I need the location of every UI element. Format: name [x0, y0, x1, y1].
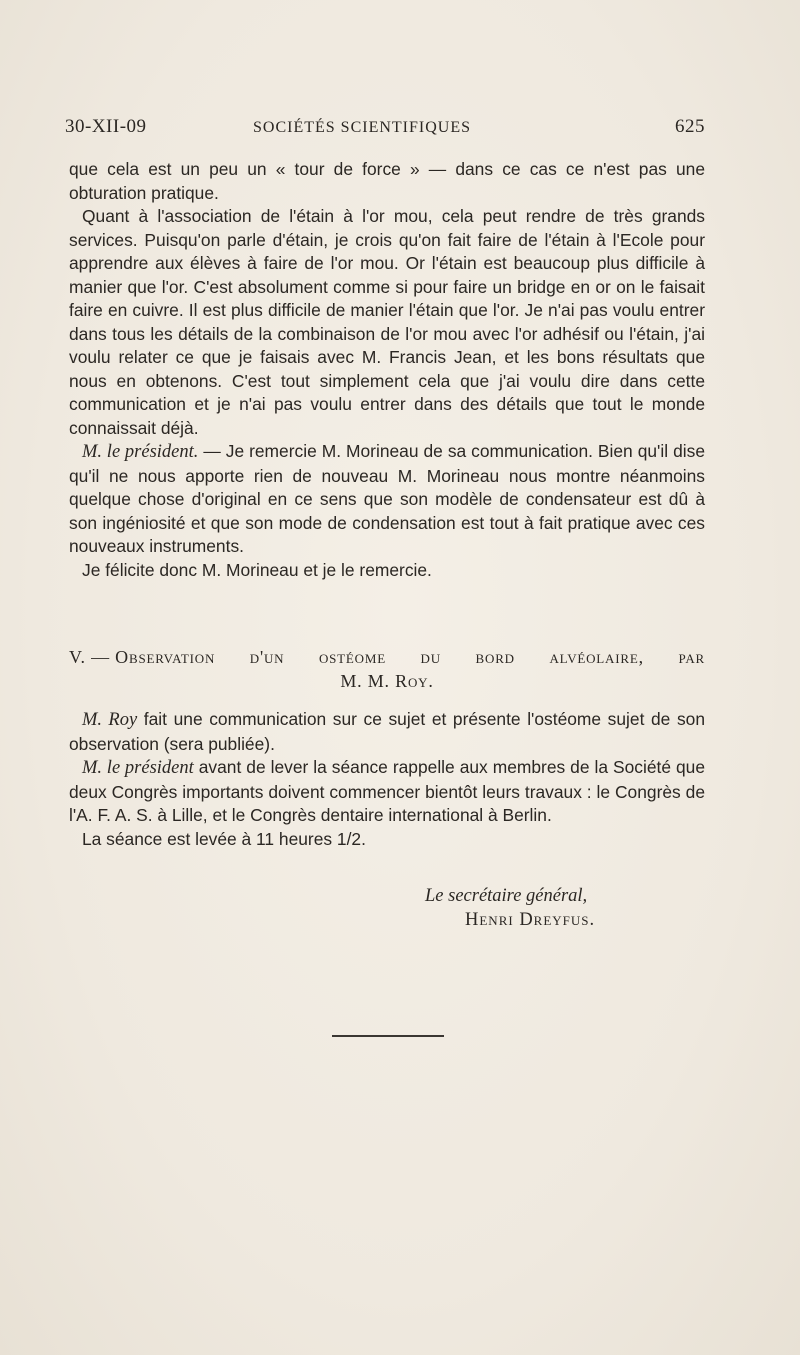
section-heading-line: [69, 645, 705, 669]
paragraph-roy: [69, 708, 705, 756]
heading-word: V. — Observation: [69, 647, 216, 667]
paragraph: que cela est un peu un « tour de force » — dans ce cas ce n'est pas une obturation pratique.: [69, 159, 705, 203]
speaker-name: M. le président: [82, 758, 194, 778]
speaker-name: M. Roy: [82, 710, 138, 730]
speaker-name: M. le président.: [82, 442, 199, 462]
section-heading: [69, 645, 705, 693]
heading-word: du: [420, 647, 441, 667]
speech-text: fait une communication sur ce sujet et présente l'ostéome sujet de son observation (sera publiée).: [69, 709, 705, 754]
paragraph: Quant à l'association de l'étain à l'or mou, cela peut rendre de très grands services. Puisqu'on parle d'étain, je crois qu'on fait faire de l'étain à l'Ecole pour apprendre aux élèves à faire de l'or mou. Or l'étain est beaucoup plus difficile à manier que l'or. C'est absolument comme si pour faire un bridge en or on le faisait faire en cuivre. Il est plus difficile de manier l'étain que l'or. Je n'ai pas voulu entrer dans tous les détails de la combinaison de l'or mou avec l'or adhésif ou l'étain, j'ai voulu relater ce que je faisais avec M. Francis Jean, et les bons résultats que nous en obtenons. C'est tout simplement cela que j'ai voulu dire dans cette communication et je n'ai pas voulu entrer dans des détails que tout le monde connaissait déjà.: [69, 206, 705, 438]
text-block-morineau-discussion: [69, 158, 705, 582]
signature-block: [400, 884, 690, 932]
text-block-roy-communication: [69, 708, 705, 851]
heading-word: d'un: [249, 647, 285, 667]
section-heading-author: M. M. Roy.: [340, 671, 434, 691]
running-header: [65, 116, 705, 146]
heading-word: ostéome: [318, 647, 386, 667]
page-number: 625: [675, 116, 705, 137]
paragraph-president-remarks: [69, 440, 705, 559]
paragraph: Je félicite donc M. Morineau et je le remercie.: [82, 559, 432, 580]
paragraph-president-closing: [69, 756, 705, 828]
closing-rule: [332, 1035, 444, 1037]
heading-word: par: [678, 647, 705, 667]
heading-word: alvéolaire,: [549, 647, 644, 667]
speech-text: — Je remercie M. Morineau de sa communication. Bien qu'il dise qu'il ne nous apporte rien de nouveau M. Morineau nous montre néanmoins quelque chose d'original en ce sens que son modèle de condensateur est dû à son ingéniosité et que son mode de condensation est tout à fait pratique avec ces nouveaux instruments.: [69, 441, 705, 556]
header-title: SOCIÉTÉS SCIENTIFIQUES: [253, 119, 472, 136]
signature-name: Henri Dreyfus.: [465, 910, 596, 930]
speech-text: avant de lever la séance rappelle aux membres de la Société que deux Congrès importants doivent commencer bientôt leurs travaux : le Congrès de l'A. F. A. S. à Lille, et le Congrès dentaire international à Berlin.: [69, 757, 705, 825]
signature-title: Le secrétaire général,: [425, 886, 588, 906]
paragraph: La séance est levée à 11 heures 1/2.: [82, 828, 366, 849]
header-date: 30-XII-09: [65, 116, 147, 137]
heading-word: bord: [475, 647, 515, 667]
